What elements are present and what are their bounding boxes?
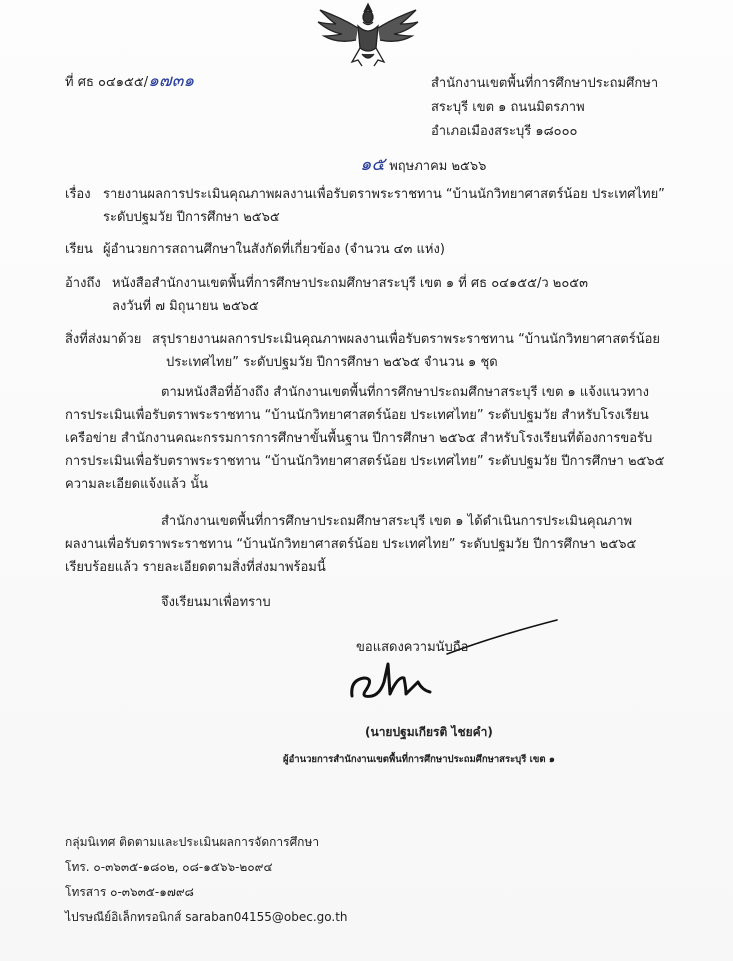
enclosure-line-2: ประเทศไทย” ระดับปฐมวัย ปีการศึกษา ๒๕๖๕ จำนวน ๑ ชุด (166, 355, 498, 370)
to-label: เรียน (65, 242, 93, 257)
garuda-emblem-icon (312, 0, 424, 70)
signatory-name: (นายปฐมเกียรติ ไชยคำ) (365, 725, 493, 739)
date-day-handwritten: ๑๕ (360, 154, 386, 175)
subject-line-1: รายงานผลการประเมินคุณภาพผลงานเพื่อรับตราพระราชทาน “บ้านนักวิทยาศาสตร์น้อย ประเทศไทย” (103, 187, 665, 202)
closing-salutation: ขอแสดงความนับถือ (356, 640, 469, 655)
para1-line-1: ตามหนังสือที่อ้างถึง สำนักงานเขตพื้นที่การศึกษาประถมศึกษาสระบุรี เขต ๑ แจ้งแนวทาง (161, 385, 650, 400)
enclosure-line-1: สรุปรายงานผลการประเมินคุณภาพผลงานเพื่อรับตราพระราชทาน “บ้านนักวิทยาศาสตร์น้อย (152, 332, 661, 347)
reference-label: อ้างถึง (65, 276, 101, 291)
para1-line-4: การประเมินเพื่อรับตราพระราชทาน “บ้านนักวิทยาศาสตร์น้อย ประเทศไทย” ระดับปฐมวัย ปีการศึกษา ๒๕๖๕ (65, 454, 665, 469)
subject-line-2: ระดับปฐมวัย ปีการศึกษา ๒๕๖๕ (103, 210, 280, 225)
subject-label: เรื่อง (65, 187, 91, 202)
para2-line-2: ผลงานเพื่อรับตราพระราชทาน “บ้านนักวิทยาศาสตร์น้อย ประเทศไทย” ระดับปฐมวัย ปีการศึกษา ๒๕๖๕ (65, 537, 637, 552)
para1-line-5: ความละเอียดแจ้งแล้ว นั้น (65, 477, 209, 492)
signatory-position: ผู้อำนวยการสำนักงานเขตพื้นที่การศึกษาประถมศึกษาสระบุรี เขต ๑ (283, 754, 555, 765)
to-recipient: ผู้อำนวยการสถานศึกษาในสังกัดที่เกี่ยวข้อง (จำนวน ๔๓ แห่ง) (103, 242, 445, 257)
footer-phone: โทร. ๐-๓๖๓๕-๑๘๐๒, ๐๘-๑๕๖๖-๒๐๙๔ (65, 860, 273, 874)
footer-unit: กลุ่มนิเทศ ติดตามและประเมินผลการจัดการศึกษา (65, 835, 320, 849)
ref-number: ๐๔๑๕๕/ (98, 75, 149, 90)
office-address-line-2: สระบุรี เขต ๑ ถนนมิตรภาพ (431, 100, 585, 115)
ref-handwritten-number: ๑๗๓๑ (148, 71, 195, 91)
ref-label: ที่ ศธ (65, 75, 94, 90)
footer-fax: โทรสาร ๐-๓๖๓๕-๑๗๙๘ (65, 885, 194, 899)
reference-line-1: หนังสือสำนักงานเขตพื้นที่การศึกษาประถมศึกษาสระบุรี เขต ๑ ที่ ศธ ๐๔๑๕๕/ว ๒๐๕๓ (112, 276, 588, 291)
office-address-line-3: อำเภอเมืองสระบุรี ๑๘๐๐๐ (431, 124, 578, 139)
para1-line-2: การประเมินเพื่อรับตราพระราชทาน “บ้านนักวิทยาศาสตร์น้อย ประเทศไทย” ระดับปฐมวัย สำหรับโรงเรียน (65, 408, 649, 423)
para2-line-1: สำนักงานเขตพื้นที่การศึกษาประถมศึกษาสระบุรี เขต ๑ ได้ดำเนินการประเมินคุณภาพ (161, 514, 633, 529)
letter-date (360, 156, 486, 176)
para2-line-3: เรียบร้อยแล้ว รายละเอียดตามสิ่งที่ส่งมาพร้อมนี้ (65, 560, 326, 575)
date-month-year: พฤษภาคม ๒๕๖๖ (389, 159, 487, 174)
para1-line-3: เครือข่าย สำนักงานคณะกรรมการการศึกษาขั้นพื้นฐาน ปีการศึกษา ๒๕๖๕ สำหรับโรงเรียนที่ต้องการขอรับ (65, 431, 653, 446)
reference-line-2: ลงวันที่ ๗ มิถุนายน ๒๕๖๕ (112, 299, 259, 314)
footer-email: ไปรษณีย์อิเล็กทรอนิกส์ saraban04155@obec.go.th (65, 910, 348, 924)
office-address-line-1: สำนักงานเขตพื้นที่การศึกษาประถมศึกษา (431, 76, 659, 91)
closing-request: จึงเรียนมาเพื่อทราบ (161, 595, 271, 610)
reference-number (65, 72, 194, 92)
handwritten-signature-icon (346, 656, 446, 706)
enclosure-label: สิ่งที่ส่งมาด้วย (65, 332, 142, 347)
